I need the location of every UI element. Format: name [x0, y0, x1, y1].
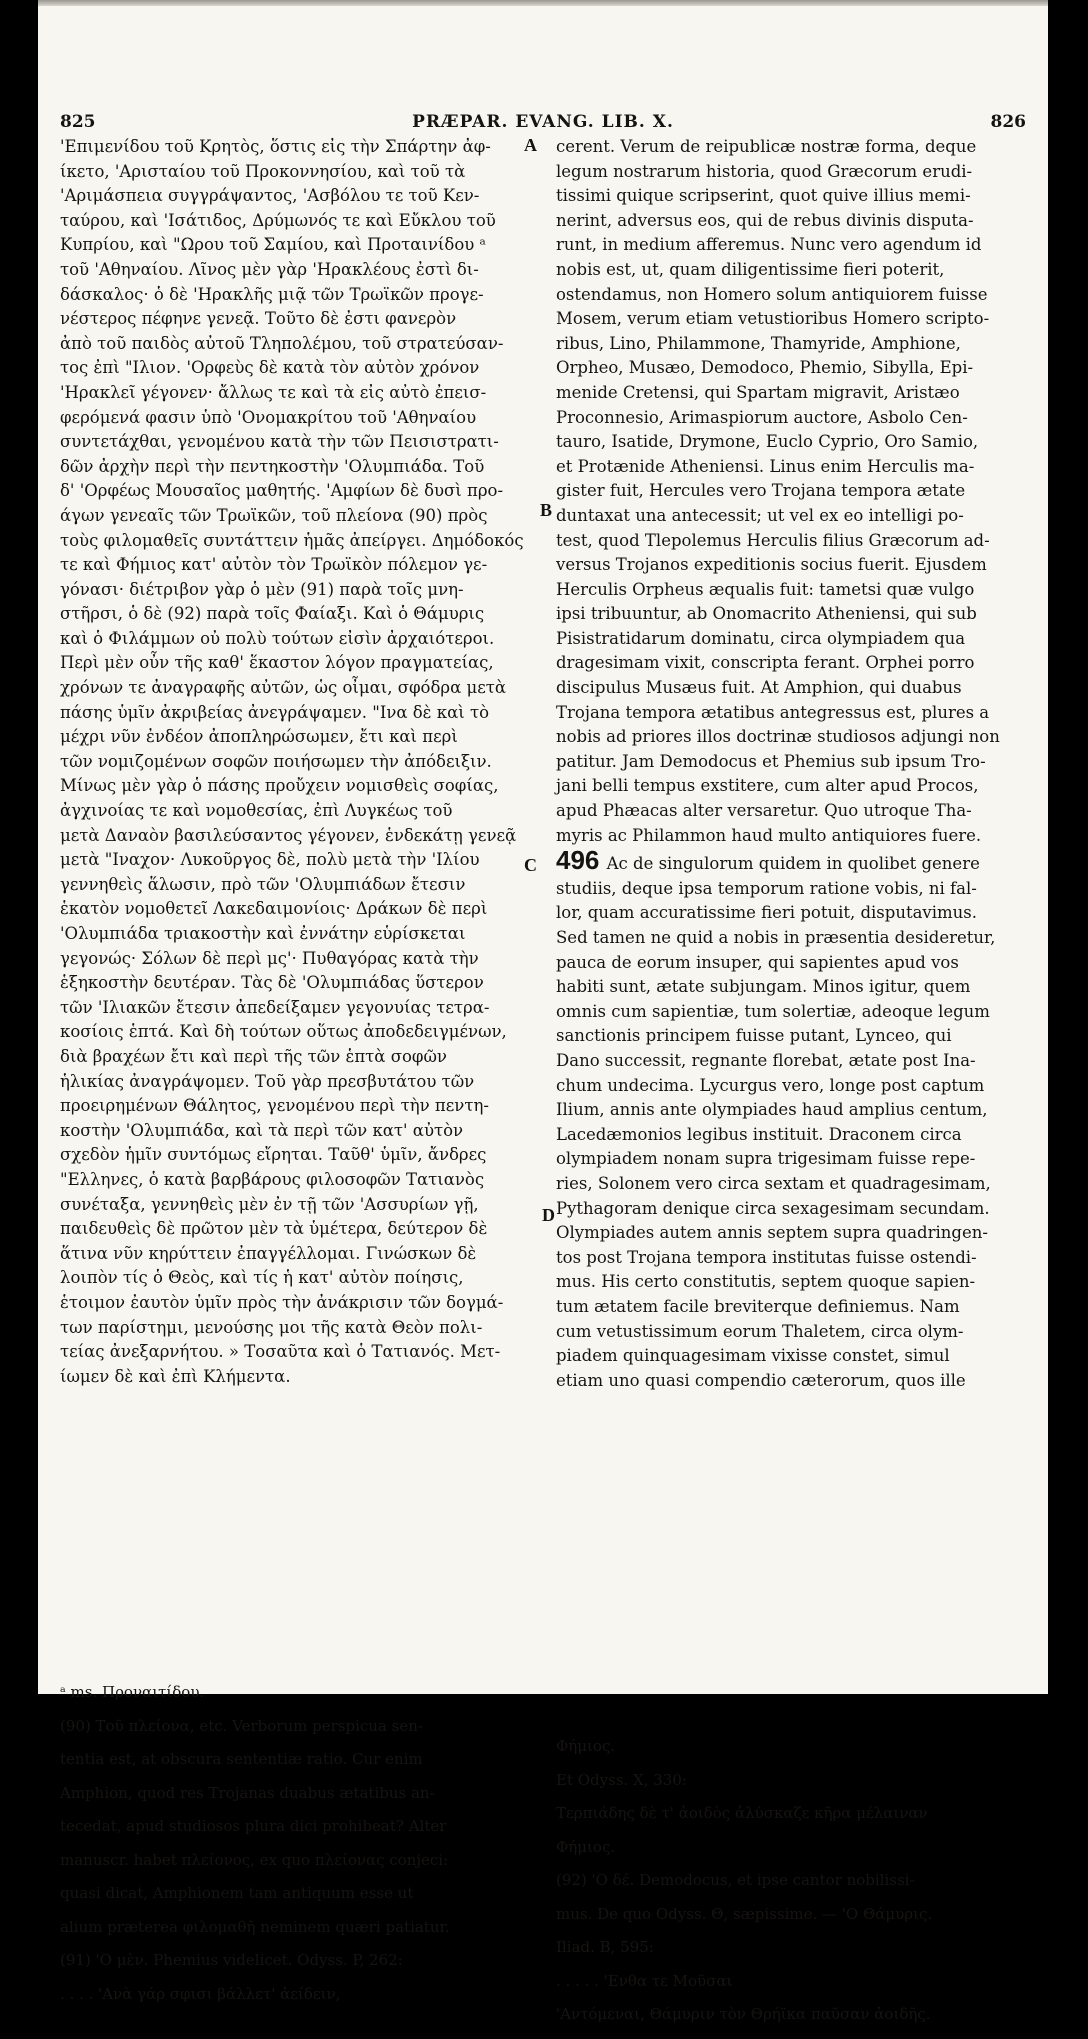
- latin-line-text: gister fuit, Hercules vero Trojana tempora ætate: [556, 481, 966, 501]
- footnote-line-text: Φήμιος.: [556, 1737, 616, 1755]
- footnote-line-text: Φήμιος.: [556, 1837, 616, 1856]
- latin-line: [556, 1172, 996, 1197]
- greek-line: [60, 135, 510, 160]
- greek-line-text: τοῦ 'Αθηναίου. Λῖνος μὲν γὰρ 'Ηρακλέους ἐστὶ δι-: [60, 259, 479, 279]
- book-page: [38, 0, 1048, 2023]
- latin-line-text: tum ætatem facile breviterque definiemus. Nam: [556, 1296, 960, 1316]
- greek-line: [60, 209, 510, 234]
- footnote-line-text: Τερπιάδης δὲ τ' ἀοιδὸς ἀλύσκαζε κῆρα μέλαιναν: [556, 1804, 928, 1822]
- margin-letter-c: C: [524, 855, 537, 875]
- greek-line: [60, 947, 510, 972]
- footnote-line: [60, 1750, 520, 1769]
- footnote-line-text: Et Odyss. X, 330:: [556, 1770, 687, 1789]
- greek-line: [60, 627, 510, 652]
- running-header: [38, 112, 1048, 134]
- footnote-line: [60, 1784, 520, 1803]
- greek-line: [60, 553, 510, 578]
- greek-line: [60, 824, 517, 849]
- latin-line: [556, 209, 996, 234]
- greek-line: [60, 922, 510, 947]
- latin-line: [556, 1197, 996, 1222]
- greek-line: [60, 1291, 510, 1316]
- footnote-line-text: (90) Τοῦ πλείονα, etc. Verborum perspicua sen-: [60, 1716, 423, 1735]
- greek-line-text: των παρίστημι, μενούσης μοι τῆς κατὰ Θεὸν πολι-: [60, 1317, 483, 1337]
- latin-line: [556, 307, 996, 332]
- greek-line-text: τῶν 'Ιλιακῶν ἔτεσιν ἀπεδείξαμεν γεγονυίας τετρα-: [60, 997, 490, 1017]
- footnote-line-text: mus. De quo Odyss. Θ, sæpissime. — 'Ο Θάμυρις.: [556, 1904, 933, 1923]
- latin-line-text: mus. His certo constitutis, septem quoque sapien-: [556, 1272, 976, 1292]
- latin-line-text: nerint, adversus eos, qui de rebus divinis disputa-: [556, 210, 974, 230]
- latin-line-text: Pisistratidarum dominatu, circa olympiadem qua: [556, 628, 966, 648]
- footnote-line-text: (92) 'Ο δέ. Demodocus, et ipse cantor nobilissi-: [556, 1871, 915, 1889]
- greek-line: [60, 1266, 510, 1291]
- greek-line-text: μέχρι νῦν ἐνδέον ἀποπληρώσωμεν, ἔτι καὶ περὶ: [60, 727, 458, 747]
- section-number: 496: [556, 845, 607, 876]
- greek-line: [60, 578, 510, 603]
- greek-line-text: καὶ ὁ Φιλάμμων οὐ πολὺ τούτων εἰσὶν ἀρχαιότεροι.: [60, 628, 495, 648]
- greek-line: [60, 160, 510, 185]
- greek-line: [60, 1365, 510, 1390]
- latin-line-text: ipsi tribuuntur, ab Onomacrito Atheniensi, qui sub: [556, 604, 977, 624]
- latin-line: [556, 651, 996, 676]
- greek-line-text: 'Αριμάσπεια συγγράψαντος, 'Ασβόλου τε τοῦ Κεν-: [60, 186, 480, 206]
- greek-line-text: 'Ολυμπιάδα τριακοστὴν καὶ ἐννάτην εὑρίσκεται: [60, 924, 466, 943]
- footnote-line-text: tentia est, at obscura sententiæ ratio. Cur enim: [60, 1750, 423, 1768]
- greek-line: [60, 529, 524, 554]
- latin-line: [556, 356, 996, 381]
- latin-line-text: nobis ad priores illos doctrinæ studiosos adjungi non: [556, 727, 1000, 747]
- latin-line-text: pauca de eorum insuper, qui sapientes apud vos: [556, 952, 959, 972]
- greek-line: [60, 1045, 510, 1070]
- greek-line-text: δ' 'Ορφέως Μουσαῖος μαθητής. 'Αμφίων δὲ δυσὶ προ-: [60, 481, 504, 501]
- latin-line: [556, 135, 996, 160]
- latin-line-text: sanctionis principem fuisse putant, Lynceo, qui: [556, 1026, 952, 1046]
- latin-line-text: Orpheo, Musæo, Demodoco, Phemio, Sibylla, Epi-: [556, 358, 974, 378]
- greek-line: [60, 701, 510, 726]
- latin-line: [556, 799, 996, 824]
- footnote-line-text: manuscr. habet πλείονος, ex quo πλείονας conjeci:: [60, 1850, 449, 1869]
- latin-line: [556, 529, 996, 554]
- latin-line-text: Ac de singulorum quidem in quolibet genere: [606, 854, 980, 874]
- latin-line: [556, 553, 996, 578]
- latin-line-text: test, quod Tlepolemus Herculis filius Græcorum ad-: [556, 530, 990, 550]
- greek-line-text: γεννηθεὶς ἅλωσιν, πρὸ τῶν 'Ολυμπιάδων ἔτεσιν: [60, 874, 466, 894]
- footnote-line-text: ᵃ ms. Προναιτίδου.: [60, 1683, 205, 1701]
- footnote-line: [60, 1683, 520, 1702]
- latin-line: [556, 676, 996, 701]
- greek-line: [60, 258, 510, 283]
- greek-line: [60, 504, 510, 529]
- footnote-line-text: Amphion, quod res Trojanas duabus ætatibus an-: [60, 1783, 435, 1802]
- latin-line: [556, 184, 996, 209]
- footnote-line: [60, 1717, 520, 1736]
- greek-line-text: ἀπὸ τοῦ παιδὸς αὐτοῦ Τληπολέμου, τοῦ στρατεύσαν-: [60, 333, 504, 353]
- latin-line: [556, 1098, 996, 1123]
- greek-line-text: γεγονώς· Σόλων δὲ περὶ μς'· Πυθαγόρας κατὰ τὴν: [60, 948, 479, 968]
- greek-line-text: "Ελληνες, ὁ κατὰ βαρβάρους φιλοσοφῶν Τατιανὸς: [60, 1169, 485, 1189]
- greek-line-text: γόνασι· διέτριβον γὰρ ὁ μὲν (91) παρὰ τοῖς μνη-: [60, 579, 464, 599]
- latin-line: [556, 1024, 996, 1049]
- greek-line-text: μετὰ "Ιναχον· Λυκοῦργος δὲ, πολὺ μετὰ τὴν 'Ιλίου: [60, 850, 480, 870]
- latin-line: [556, 1344, 996, 1369]
- margin-letter-a: A: [524, 135, 537, 155]
- greek-line: [60, 1094, 510, 1119]
- greek-line: [60, 750, 510, 775]
- greek-line: [60, 873, 510, 898]
- latin-line: [556, 1049, 996, 1074]
- latin-line: [556, 381, 996, 406]
- footnote-line-text: Iliad. B, 595:: [556, 1938, 654, 1956]
- latin-line: [556, 258, 996, 283]
- greek-line: [60, 848, 510, 873]
- latin-text-column: [556, 135, 1000, 1393]
- greek-line-text: τῶν νομιζομένων σοφῶν ποιήσωμεν τὴν ἀπόδειξιν.: [60, 751, 492, 771]
- greek-line: [60, 406, 510, 431]
- greek-line-text: παιδευθεὶς δὲ πρῶτον μὲν τὰ ὑμέτερα, δεύτερον δὲ: [60, 1219, 488, 1239]
- latin-line-text: tissimi quique scripserint, quot quive illius memi-: [556, 186, 971, 206]
- greek-line-text: διὰ βραχέων ἔτι καὶ περὶ τῆς τῶν ἑπτὰ σοφῶν: [60, 1046, 447, 1066]
- footnote-line: [556, 1972, 996, 1991]
- latin-line: [556, 901, 996, 926]
- footnote-line: [556, 1737, 996, 1756]
- latin-line: [556, 504, 996, 529]
- greek-line-text: τοὺς φιλομαθεῖς συντάττειν ἡμᾶς ἀπείργει. Δημόδοκός: [60, 530, 524, 550]
- greek-line: [60, 233, 510, 258]
- greek-line-text: τε καὶ Φήμιος κατ' αὐτὸν τὸν Τρωϊκὸν πόλεμον γε-: [60, 555, 488, 575]
- greek-line: [60, 651, 510, 676]
- latin-line: [556, 975, 996, 1000]
- latin-line: [556, 1123, 996, 1148]
- greek-line: [60, 725, 510, 750]
- footnote-line: [556, 1804, 996, 1823]
- latin-line-text: Herculis Orpheus æqualis fuit: tametsi quæ vulgo: [556, 579, 975, 599]
- latin-line-text: dragesimam vixit, conscripta ferant. Orphei porro: [556, 653, 975, 673]
- latin-line-text: lor, quam accuratissime fieri potuit, disputavimus.: [556, 903, 978, 923]
- latin-line: [556, 479, 996, 504]
- greek-line: [60, 971, 510, 996]
- latin-line: [556, 578, 996, 603]
- latin-line: [556, 233, 996, 258]
- greek-line: [60, 283, 510, 308]
- latin-line: [556, 160, 996, 185]
- greek-line-text: ἑκατὸν νομοθετεῖ Λακεδαιμονίοις· Δράκων δὲ περὶ: [60, 899, 488, 919]
- latin-line: [556, 725, 1000, 750]
- greek-line-text: χρόνων τε ἀναγραφῆς αὐτῶν, ὡς οἶμαι, σφόδρα μετὰ: [60, 678, 507, 698]
- latin-line-text: omnis cum sapientiæ, tum solertiæ, adeoque legum: [556, 1001, 990, 1021]
- latin-line-text: duntaxat una antecessit; ut vel ex eo intelligi po-: [556, 505, 964, 525]
- footnote-line: [556, 1771, 996, 1790]
- greek-line-text: ίωμεν δὲ καὶ ἐπὶ Κλήμεντα.: [60, 1366, 291, 1386]
- greek-line-text: πάσης ὑμῖν ἀκριβείας ἀνεγράψαμεν. "Ινα δὲ καὶ τὸ: [60, 702, 490, 722]
- latin-line: [556, 455, 996, 480]
- latin-line-text: menide Cretensi, qui Spartam migravit, Aristæo: [556, 382, 960, 402]
- footnote-line: [556, 1938, 996, 1957]
- footnote-line: [556, 1905, 996, 1924]
- latin-line-text: Proconnesio, Arimaspiorum auctore, Asbolo Cen-: [556, 407, 968, 427]
- latin-line-text: ostendamus, non Homero solum antiquiorem fuisse: [556, 284, 988, 304]
- latin-line: [556, 1246, 996, 1271]
- greek-line-text: μετὰ Δαναὸν βασιλεύσαντος γέγονεν, ἑνδεκάτῃ γενεᾷ: [60, 825, 517, 845]
- left-page-number: 825: [60, 112, 96, 132]
- greek-line: [60, 799, 510, 824]
- greek-text-column: [60, 135, 524, 1389]
- greek-line: [60, 774, 510, 799]
- footnote-line-text: . . . . . 'Ενθα τε Μοῦσαι: [556, 1971, 733, 1990]
- greek-line: [60, 1193, 510, 1218]
- running-title: PRÆPAR. EVANG. LIB. X.: [412, 112, 674, 132]
- latin-line-text: chum undecima. Lycurgus vero, longe post captum: [556, 1075, 985, 1095]
- greek-line: [60, 1143, 510, 1168]
- footnote-line: [60, 1817, 520, 1836]
- greek-line-text: ἡλικίας ἀναγράψομεν. Τοῦ γὰρ πρεσβυτάτου τῶν: [60, 1071, 475, 1091]
- greek-line: [60, 1119, 510, 1144]
- greek-line-text: φερόμενά φασιν ὑπὸ 'Ονομακρίτου τοῦ 'Αθηναίου: [60, 407, 477, 427]
- greek-line-text: Μίνως μὲν γὰρ ὁ πάσης προὔχειν νομισθεὶς σοφίας,: [60, 776, 499, 796]
- greek-line-text: 'Ηρακλεῖ γέγονεν· ἄλλως τε καὶ τὰ εἰς αὐτὸ ἐπεισ-: [60, 382, 487, 402]
- footnote-line-text: tecedat, apud studiosos plura dici prohibeat? Alter: [60, 1817, 447, 1835]
- greek-line-text: δῶν ἀρχὴν περὶ τὴν πεντηκοστὴν 'Ολυμπιάδα. Τοῦ: [60, 456, 485, 476]
- latin-line-text: versus Trojanos expeditionis socius fuerit. Ejusdem: [556, 555, 987, 575]
- latin-line-text: jani belli tempus exstitere, cum alter apud Procos,: [556, 776, 979, 796]
- greek-line-text: τος ἐπὶ "Ιλιον. 'Ορφεὺς δὲ κατὰ τὸν αὐτὸν χρόνον: [60, 358, 480, 378]
- greek-line: [60, 1242, 510, 1267]
- greek-line-text: νέστερος πέφηνε γενεᾷ. Τοῦτο δὲ ἐστι φανερὸν: [60, 309, 457, 329]
- greek-line-text: προειρημένων Θάλητος, γενομένου περὶ τὴν πεντη-: [60, 1096, 489, 1116]
- latin-line: [556, 1270, 996, 1295]
- greek-line: [60, 1168, 510, 1193]
- latin-line: [556, 926, 996, 951]
- latin-line-text: myris ac Philammon haud multo antiquiores fuere.: [556, 825, 982, 845]
- latin-line-text: Mosem, verum etiam vetustioribus Homero scripto-: [556, 309, 990, 329]
- greek-line: [60, 1340, 510, 1365]
- latin-line-text: runt, in medium afferemus. Nunc vero agendum id: [556, 235, 982, 255]
- greek-line-text: Κυπρίου, καὶ "Ωρου τοῦ Σαμίου, καὶ Προταινίδου ᵃ: [60, 235, 486, 255]
- latin-line: [556, 1369, 996, 1394]
- latin-line-text: nobis est, ut, quam diligentissime fieri poterit,: [556, 259, 945, 279]
- latin-line: [556, 406, 996, 431]
- latin-line-text: studiis, deque ipsa temporum ratione vobis, ni fal-: [556, 878, 977, 898]
- latin-line: [556, 845, 996, 877]
- greek-line: [60, 356, 510, 381]
- latin-line-text: etiam uno quasi compendio cæterorum, quos ille: [556, 1370, 966, 1390]
- latin-line-text: habiti sunt, ætate subjungam. Minos igitur, quem: [556, 977, 971, 997]
- greek-line-text: συνέταξα, γεννηθεὶς μὲν ἐν τῇ τῶν 'Ασσυρίων γῇ,: [60, 1194, 479, 1214]
- greek-line-text: ἑξηκοστὴν δευτέραν. Τὰς δὲ 'Ολυμπιάδας ὕστερον: [60, 973, 484, 993]
- footnote-line-text: . . . . 'Ανὰ γάρ σφισι βάλλετ' ἀείδειν,: [60, 1984, 341, 2003]
- latin-line-text: legum nostrarum historia, quod Græcorum erudi-: [556, 161, 973, 181]
- greek-line-text: δάσκαλος· ὁ δὲ 'Ηρακλῆς μιᾷ τῶν Τρωϊκῶν προγε-: [60, 284, 484, 304]
- latin-line-text: discipulus Musæus fuit. At Amphion, qui duabus: [556, 678, 962, 698]
- greek-line-text: Περὶ μὲν οὖν τῆς καθ' ἕκαστον λόγον πραγματείας,: [60, 653, 494, 673]
- latin-line-text: tauro, Isatide, Drymone, Euclo Cyprio, Oro Samio,: [556, 432, 979, 452]
- latin-line: [556, 824, 996, 849]
- greek-line: [60, 602, 510, 627]
- footnote-line: [556, 2005, 996, 2024]
- latin-line-text: tos post Trojana tempora institutas fuisse ostendi-: [556, 1247, 977, 1267]
- greek-line-text: στῆρσι, ὁ δὲ (92) παρὰ τοῖς Φαίαξι. Καὶ ὁ Θάμυρις: [60, 604, 485, 624]
- latin-line: [556, 951, 996, 976]
- latin-line-text: Pythagoram denique circa sexagesimam secundam.: [556, 1198, 990, 1218]
- greek-line: [60, 430, 510, 455]
- greek-line-text: σχεδὸν ἡμῖν συντόμως εἴρηται. Ταῦθ' ὑμῖν, ἄνδρες: [60, 1145, 487, 1165]
- latin-line: [556, 627, 996, 652]
- greek-line-text: ἅτινα νῦν κηρύττειν ἐπαγγέλλομαι. Γινώσκων δὲ: [60, 1243, 477, 1263]
- latin-line-text: Trojana tempora ætatibus antegressus est, plures a: [556, 702, 990, 722]
- latin-line: [556, 1221, 996, 1246]
- greek-line: [60, 1020, 510, 1045]
- greek-line: [60, 455, 510, 480]
- latin-line-text: Sed tamen ne quid a nobis in præsentia desideretur,: [556, 928, 996, 947]
- greek-line: [60, 332, 510, 357]
- latin-line: [556, 701, 996, 726]
- footnote-line: [60, 1951, 520, 1970]
- latin-line-text: apud Phæacas alter versaretur. Quo utroque Tha-: [556, 801, 972, 821]
- greek-line-text: συντετάχθαι, γενομένου κατὰ τὴν τῶν Πεισιστρατι-: [60, 432, 499, 452]
- latin-line-text: cerent. Verum de reipublicæ nostræ forma, deque: [556, 137, 977, 156]
- latin-line: [556, 1320, 996, 1345]
- latin-line: [556, 750, 996, 775]
- latin-line-text: Olympiades autem annis septem supra quadringen-: [556, 1223, 988, 1243]
- greek-line: [60, 1070, 510, 1095]
- greek-line: [60, 1217, 510, 1242]
- latin-line: [556, 283, 996, 308]
- latin-line-text: ries, Solonem vero circa sextam et quadragesimam,: [556, 1173, 991, 1193]
- latin-line: [556, 430, 996, 455]
- latin-line-text: ribus, Lino, Philammone, Thamyride, Amphione,: [556, 333, 961, 353]
- greek-line-text: 'Επιμενίδου τοῦ Κρητὸς, ὅστις εἰς τὴν Σπάρτην ἀφ-: [60, 137, 491, 156]
- greek-line: [60, 381, 510, 406]
- footnote-line-text: alium præterea φιλομαθῆ neminem quæri patiatur.: [60, 1917, 450, 1936]
- greek-line: [60, 897, 510, 922]
- footnotes-left: [60, 1668, 520, 2018]
- latin-line: [556, 877, 996, 902]
- latin-line-text: et Protænide Atheniensi. Linus enim Herculis ma-: [556, 456, 975, 476]
- footnote-line: [60, 1985, 520, 2004]
- greek-line-text: κοστὴν 'Ολυμπιάδα, καὶ τὰ περὶ τῶν κατ' αὐτὸν: [60, 1120, 464, 1140]
- greek-line-text: ίκετο, 'Αρισταίου τοῦ Προκοννησίου, καὶ τοῦ τὰ: [60, 161, 466, 181]
- footnote-line: [60, 1884, 520, 1903]
- greek-line: [60, 1316, 510, 1341]
- latin-line-text: piadem quinquagesimam vixisse constet, simul: [556, 1346, 950, 1366]
- greek-line-text: ταύρου, καὶ 'Ισάτιδος, Δρύμωνός τε καὶ Εὔκλου τοῦ: [60, 210, 496, 230]
- greek-line: [60, 184, 510, 209]
- greek-line: [60, 996, 510, 1021]
- latin-line: [556, 774, 996, 799]
- greek-line-text: τείας ἀνεξαρνήτου. » Τοσαῦτα καὶ ὁ Τατιανός. Μετ-: [60, 1342, 501, 1362]
- footnote-line-text: 'Αντόμεναι, Θάμυριν τὸν Θρήϊκα παῦσαν ἀοιδῆς.: [556, 2005, 931, 2023]
- greek-line-text: λοιπὸν τίς ὁ Θεὸς, καὶ τίς ἡ κατ' αὐτὸν ποίησις,: [60, 1268, 464, 1288]
- footnote-line: [60, 1918, 520, 1937]
- latin-line-text: patitur. Jam Demodocus et Phemius sub ipsum Tro-: [556, 751, 986, 771]
- greek-line-text: κοσίοις ἑπτά. Καὶ δὴ τούτων οὕτως ἀποδεδειγμένων,: [60, 1022, 507, 1042]
- greek-line-text: ἀγχινοίας τε καὶ νομοθεσίας, ἐπὶ Λυγκέως τοῦ: [60, 801, 453, 821]
- latin-line-text: Ilium, annis ante olympiades haud amplius centum,: [556, 1100, 988, 1120]
- footnote-line: [556, 1838, 996, 1857]
- footnote-line-text: quasi dicat, Amphionem tam antiquum esse ut: [60, 1884, 414, 1902]
- latin-line-text: olympiadem nonam supra trigesimam fuisse repe-: [556, 1149, 976, 1169]
- greek-line: [60, 676, 510, 701]
- latin-line: [556, 1147, 996, 1172]
- latin-line: [556, 1074, 996, 1099]
- margin-letter-d: D: [542, 1205, 555, 1225]
- footnote-line-text: (91) 'Ο μὲν. Phemius videlicet. Odyss. P, 262:: [60, 1951, 403, 1969]
- greek-line-text: άγων γενεαῖς τῶν Τρωϊκῶν, τοῦ πλείονα (90) πρὸς: [60, 505, 488, 525]
- footnote-line: [60, 1851, 520, 1870]
- margin-letter-b: B: [540, 500, 553, 520]
- footnotes-right: [556, 1722, 996, 2039]
- latin-line-text: Dano successit, regnante florebat, ætate post Ina-: [556, 1050, 976, 1070]
- greek-line: [60, 479, 510, 504]
- greek-line: [60, 307, 510, 332]
- greek-line-text: ἑτοιμον ἐαυτὸν ὑμῖν πρὸς τὴν ἀνάκρισιν τῶν δογμά-: [60, 1292, 504, 1312]
- latin-line: [556, 1295, 996, 1320]
- latin-line-text: cum vetustissimum eorum Thaletem, circa olym-: [556, 1321, 964, 1341]
- latin-line-text: Lacedæmonios legibus instituit. Draconem circa: [556, 1124, 962, 1144]
- footnote-line: [556, 1871, 996, 1890]
- latin-line: [556, 1000, 996, 1025]
- right-page-number: 826: [990, 112, 1026, 132]
- latin-line: [556, 602, 996, 627]
- latin-line: [556, 332, 996, 357]
